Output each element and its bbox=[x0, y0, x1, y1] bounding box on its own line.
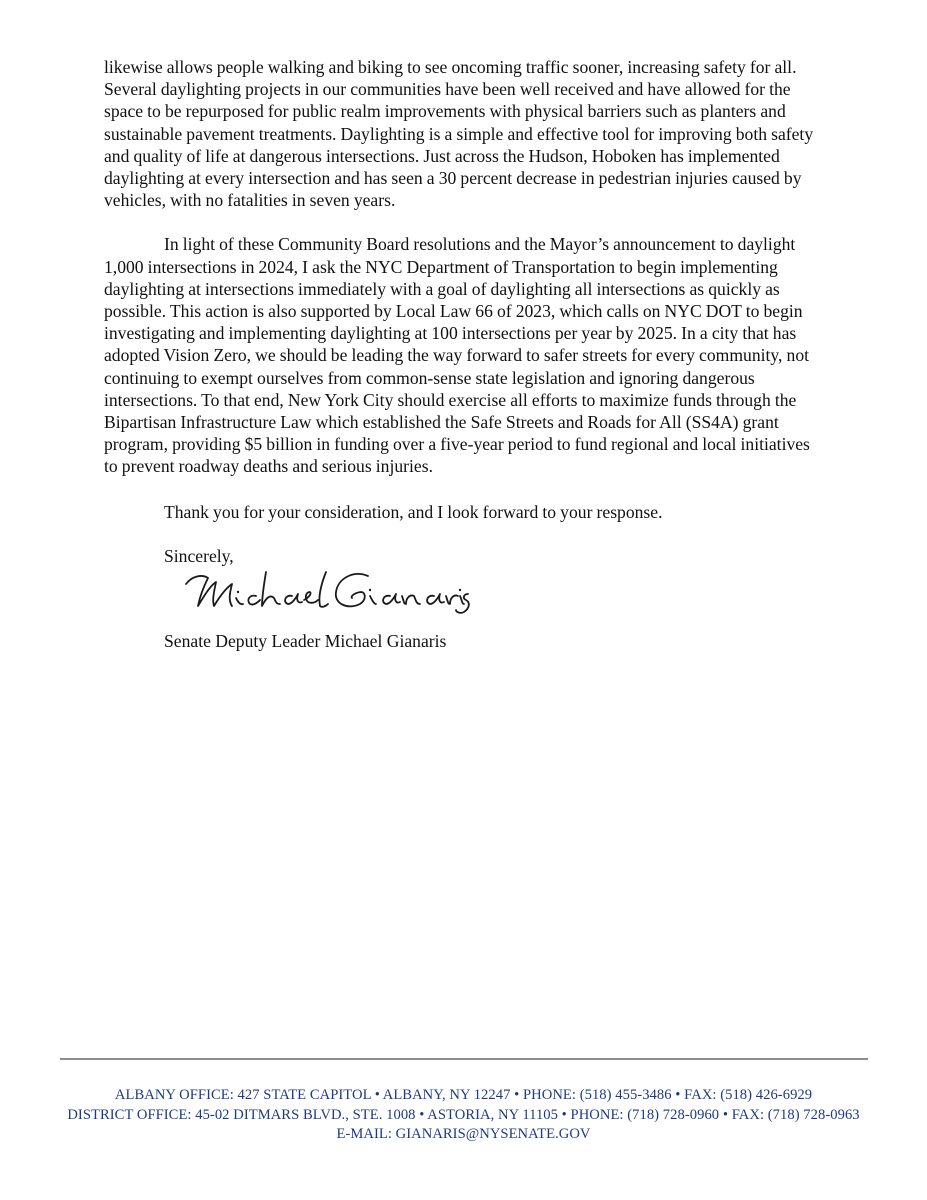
letterhead-footer bbox=[0, 1086, 927, 1145]
albany-office-line: ALBANY OFFICE: 427 STATE CAPITOL • ALBANY, NY 12247 • PHONE: (518) 455-3486 • FAX: (518) 426-6929 bbox=[114, 1087, 813, 1103]
paragraph-daylighting-benefits: likewise allows people walking and biking to see oncoming traffic sooner, increasing safety for all. Several daylighting projects in our communities have been well received and have allowed for the space to be repurposed for public realm improvements with physical barriers such as planters and sustainable pavement treatments. Daylighting is a simple and effective tool for improving both safety and quality of life at dangerous intersections. Just across the Hudson, Hoboken has implemented daylighting at every intersection and has seen a 30 percent decrease in pedestrian injuries caused by vehicles, with no fatalities in seven years. bbox=[104, 57, 814, 211]
email-line: E-MAIL: GIANARIS@NYSENATE.GOV bbox=[336, 1126, 591, 1143]
letter-body bbox=[104, 56, 824, 567]
district-office-line: DISTRICT OFFICE: 45-02 DITMARS BLVD., STE. 1008 • ASTORIA, NY 11105 • PHONE: (718) 728-0960 • FAX: (718) 728-0963 bbox=[67, 1106, 860, 1123]
signer-name: Senate Deputy Leader Michael Gianaris bbox=[164, 631, 447, 651]
sign-off: Sincerely, bbox=[164, 545, 234, 566]
paragraph-request-to-dot: In light of these Community Board resolutions and the Mayor’s announcement to daylight 1,000 intersections in 2024, I ask the NYC Department of Transportation to begin implementing daylighting at intersections immediately with a goal of daylighting all intersections as quickly as possible. This action is also supported by Local Law 66 of 2023, which calls on NYC DOT to begin investigating and implementing daylighting at 100 intersections per year by 2025. In a city that has adopted Vision Zero, we should be leading the way forward to safer streets for every community, not continuing to exempt ourselves from common-sense state legislation and ignoring dangerous intersections. To that end, New York City should exercise all efforts to maximize funds through the Bipartisan Infrastructure Law which established the Safe Streets and Roads for All (SS4A) grant program, providing $5 billion in funding over a five-year period to fund regional and local initiatives to prevent roadway deaths and serious injuries. bbox=[104, 234, 810, 477]
handwritten-signature bbox=[180, 568, 470, 618]
closing-line: Thank you for your consideration, and I look forward to your response. bbox=[164, 501, 663, 522]
footer-divider bbox=[60, 1058, 868, 1060]
